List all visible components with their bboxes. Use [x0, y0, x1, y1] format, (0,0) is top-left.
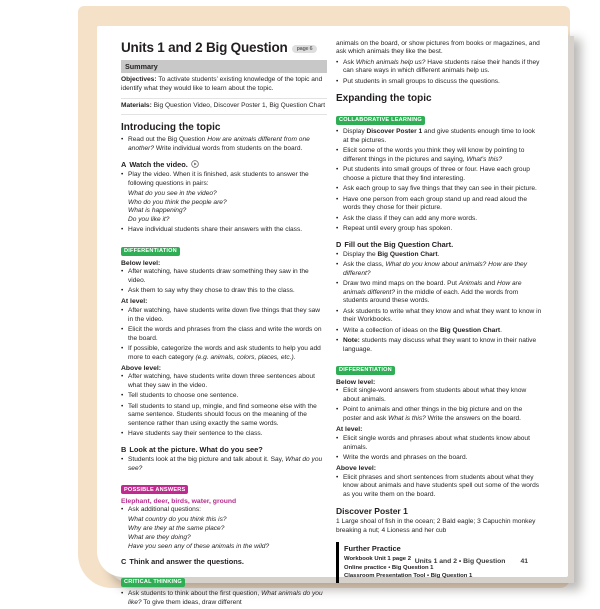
page-title-text: Units 1 and 2 Big Question	[121, 40, 288, 55]
bullet-item	[121, 403, 327, 429]
bullet-text	[343, 435, 542, 452]
question-line: Have you seen any of these animals in the wild?	[128, 542, 270, 550]
bullet-dot	[336, 251, 343, 260]
bullet-dot	[336, 474, 343, 500]
text-run: After watching, have students draw something they saw in the video.	[128, 268, 309, 284]
text-run: Display	[343, 128, 367, 136]
bullet-text	[343, 78, 542, 87]
activity-title: Watch the video.	[129, 159, 188, 169]
question-line: Why are they at the same place?	[128, 525, 225, 533]
bullet-dot	[121, 287, 128, 296]
bullet-item	[336, 387, 542, 404]
bullet-item	[336, 147, 542, 164]
bullet-item	[336, 327, 542, 336]
text-run: Ask the class if they can add any more words.	[343, 214, 478, 222]
bullet-text	[128, 307, 327, 324]
bullet-text	[128, 136, 327, 153]
bullet-item	[121, 136, 327, 153]
text-run: students may discuss what they want to know in their native language.	[343, 336, 537, 353]
bullet-dot	[121, 268, 128, 285]
text-run: Ask	[343, 58, 356, 66]
bullet-text	[343, 196, 542, 213]
bullet-text	[343, 251, 542, 260]
text-run: How are animals different?	[343, 279, 522, 296]
bullet-dot	[336, 406, 343, 423]
bullet-dot	[336, 196, 343, 213]
bullet-dot	[121, 456, 128, 473]
text-run: Discover Poster 1	[366, 128, 423, 136]
question-line: Do you like it?	[128, 216, 170, 223]
bullet-dot	[121, 506, 128, 515]
bullet-item	[336, 435, 542, 452]
text-run: and give students enough time to look at the pictures.	[343, 128, 536, 144]
question-line: What country do you think this is?	[128, 516, 227, 524]
bullet-text	[128, 326, 327, 343]
summary-header: Summary	[121, 60, 327, 73]
text-run: Have students say their sentence to the class.	[128, 430, 263, 438]
bullet-dot	[336, 308, 343, 325]
bullet-item	[336, 196, 542, 213]
activity-letter: A	[121, 159, 127, 169]
activity-title: Look at the picture. What do you see?	[129, 445, 263, 455]
bullet-dot	[336, 261, 343, 278]
bullet-text	[343, 261, 542, 278]
bullet-item	[121, 268, 327, 285]
bullet-item	[121, 307, 327, 324]
bullet-item	[336, 225, 542, 234]
bullet-dot	[121, 345, 128, 362]
bullet-dot	[121, 403, 128, 429]
objectives-text: To activate students’ existing knowledge of the topic and identify what they would like to learn about the topic.	[121, 76, 323, 92]
bullet-item	[121, 171, 327, 188]
text-run: 1 Large shoal of fish in the ocean; 2 Bald eagle; 3 Capuchin monkey breaking a nut; 4 Lioness and her cub	[336, 517, 536, 534]
objectives-label: Objectives:	[121, 76, 157, 83]
text-run: Tell students to stand up, mingle, and find someone else with the same sentence. Students should focus on the meaning of the sentence rather than using exactly the same words.	[128, 402, 317, 428]
bullet-text	[128, 171, 327, 188]
left-column-blocks	[121, 122, 327, 607]
question-line: Who do you think the people are?	[128, 198, 227, 206]
category-label-row	[121, 478, 327, 496]
question-line: What do you see in the video?	[128, 189, 217, 197]
category-label: COLLABORATIVE LEARNING	[336, 116, 425, 125]
text-run: If possible, categorize the words and ask students to help you add more to each category	[128, 344, 321, 361]
bullet-dot	[121, 392, 128, 401]
bullet-text	[343, 215, 542, 224]
category-label-row	[336, 108, 542, 126]
text-run: Repeat until every group has spoken.	[343, 224, 453, 232]
bullet-dot	[336, 128, 343, 145]
bullet-text	[343, 454, 542, 463]
level-heading: At level:	[121, 298, 148, 306]
activity-title: Fill out the Big Question Chart.	[344, 239, 454, 249]
activity-heading	[336, 240, 542, 249]
text-run: (e.g. animals, colors, places, etc.).	[195, 353, 296, 361]
bullet-dot	[121, 326, 128, 343]
text-run: Tell students to choose one sentence.	[128, 392, 239, 400]
activity-letter: D	[336, 239, 342, 249]
bullet-item	[336, 337, 542, 354]
bullet-item	[336, 166, 542, 183]
text-run: Students look at the big picture and talk about it. Say,	[128, 456, 286, 464]
text-run: Elicit phrases and short sentences from students about what they know about animals and have students spell out some of the words as you write them on the board.	[343, 473, 540, 499]
bullet-dot	[336, 387, 343, 404]
text-run: Point to animals and other things in the big picture and on the poster and ask	[343, 406, 523, 423]
level-heading: At level:	[336, 426, 363, 434]
text-run: Have one person from each group stand up and read aloud the words they chose for their picture.	[343, 195, 528, 212]
category-label-row	[336, 358, 542, 376]
bullet-dot	[121, 171, 128, 188]
bullet-text	[128, 226, 327, 235]
bullet-dot	[121, 226, 128, 235]
text-run: Elicit some of the words you think they will know by pointing to different things in the pictures and saying,	[343, 147, 525, 163]
bullet-dot	[336, 166, 343, 183]
level-heading: Above level:	[121, 364, 162, 372]
bullet-dot	[121, 307, 128, 324]
activity-heading	[121, 557, 327, 566]
further-practice-title: Further Practice	[344, 544, 401, 554]
activity-letter: C	[121, 557, 127, 567]
text-run: Ask students to write what they know and what they want to know in their Workbooks.	[343, 307, 542, 324]
paragraph	[336, 518, 542, 535]
book-page	[97, 26, 568, 606]
bullet-text	[343, 327, 542, 336]
left-column	[121, 38, 327, 609]
bullet-dot	[336, 280, 343, 306]
footer-title: Units 1 and 2 • Big Question	[414, 558, 506, 565]
bullet-text	[128, 287, 327, 296]
bullet-item	[121, 345, 327, 362]
materials-paragraph	[121, 99, 327, 116]
bullet-text	[343, 337, 542, 354]
materials-label: Materials:	[121, 101, 152, 109]
text-run: Display the	[343, 250, 378, 258]
further-practice-line: Classroom Presentation Tool • Big Question 1	[344, 573, 473, 580]
text-run: Draw two mind maps on the board. Put	[343, 279, 459, 287]
text-run: Have students raise their hands if they can share ways in which different animals help us.	[343, 58, 540, 75]
text-run: Big Question Chart	[440, 326, 501, 334]
page-content	[97, 26, 568, 609]
category-label: DIFFERENTIATION	[121, 247, 180, 256]
question-line: What are they doing?	[128, 533, 191, 541]
level-heading: Below level:	[121, 259, 161, 267]
right-column	[336, 38, 542, 609]
text-run: Have individual students share their answers with the class.	[128, 226, 303, 234]
bullet-dot	[121, 590, 128, 607]
text-run: What do you know about animals? How are they different?	[343, 260, 527, 277]
page-footer	[415, 558, 528, 565]
bullet-dot	[121, 430, 128, 439]
text-run: Elicit single words and phrases about what students know about animals.	[343, 434, 530, 451]
category-label: CRITICAL THINKING	[121, 578, 185, 587]
bullet-item	[336, 128, 542, 145]
text-run: Put students in small groups to discuss the questions.	[343, 77, 500, 85]
possible-answers-text: Elephant, deer, birds, water, ground	[121, 497, 237, 505]
bullet-item	[336, 474, 542, 500]
bullet-dot	[336, 327, 343, 336]
bullet-item	[336, 59, 542, 76]
bullet-item	[336, 280, 542, 306]
text-run: Ask them to say why they chose to draw this to the class.	[128, 287, 295, 295]
bullet-text	[128, 506, 327, 515]
bullet-item	[121, 392, 327, 401]
page-title	[121, 40, 327, 55]
bullet-text	[343, 280, 542, 306]
text-run: After watching, have students write down three sentences about what they saw in the video.	[128, 373, 315, 390]
bullet-dot	[121, 136, 128, 153]
section-heading: Introducing the topic	[121, 122, 221, 134]
objectives-paragraph	[121, 73, 327, 99]
bullet-text	[343, 308, 542, 325]
bullet-item	[121, 590, 327, 607]
bullet-text	[128, 456, 327, 473]
bullet-dot	[336, 215, 343, 224]
bullet-text	[343, 147, 542, 164]
category-label-row	[121, 239, 327, 257]
bullet-dot	[336, 78, 343, 87]
bullet-item	[336, 454, 542, 463]
text-run: How are animals different from one another?	[128, 136, 310, 153]
text-run: Play the video. When it is finished, ask students to answer the following questions in pairs:	[128, 170, 309, 187]
bullet-dot	[121, 373, 128, 390]
right-column-blocks	[336, 40, 542, 584]
text-run: To give them ideas, draw different	[141, 598, 242, 606]
poster-heading: Discover Poster 1	[336, 505, 408, 516]
text-run: What is this?	[388, 415, 426, 423]
bullet-text	[343, 59, 542, 76]
bullet-dot	[336, 147, 343, 164]
bullet-text	[128, 373, 327, 390]
bullet-item	[121, 373, 327, 390]
bullet-text	[343, 225, 542, 234]
text-run: What do you see?	[128, 456, 323, 472]
category-label-row	[121, 570, 327, 588]
question-line: What is happening?	[128, 207, 187, 215]
bullet-dot	[336, 337, 343, 354]
text-run: What animals do you like?	[128, 590, 323, 606]
bullet-text	[343, 474, 542, 500]
bullet-item	[336, 406, 542, 423]
page-reference-badge: page 6	[292, 45, 318, 53]
text-run: Write a collection of ideas on the	[343, 326, 441, 334]
bullet-dot	[336, 59, 343, 76]
text-run: After watching, have students write down five things that they saw in the video.	[128, 306, 321, 323]
paragraph	[336, 40, 542, 57]
further-practice-line: Online practice • Big Question 1	[344, 564, 434, 571]
text-run: in the middle of each. Add the words from students around these words.	[343, 288, 519, 305]
activity-heading	[121, 445, 327, 454]
text-run: Put students into small groups of three or four. Have each group choose a picture that they find interesting.	[343, 166, 530, 182]
bullet-text	[343, 185, 542, 194]
bullet-text	[128, 392, 327, 401]
footer-page-number: 41	[520, 558, 528, 565]
text-run: Elicit the words and phrases from the class and write the words on the board.	[128, 325, 322, 342]
further-practice-line: Workbook Unit 1 page 2	[344, 555, 411, 562]
bullet-item	[336, 215, 542, 224]
text-run: Ask students to think about the first question,	[128, 590, 262, 598]
text-run: Write the answers on the board.	[425, 415, 522, 423]
bullet-text	[343, 166, 542, 183]
category-label: DIFFERENTIATION	[336, 366, 395, 375]
text-run: .	[500, 326, 502, 334]
bullet-item	[121, 506, 327, 515]
bullet-item	[336, 261, 542, 278]
text-run: Ask additional questions:	[128, 506, 201, 514]
text-run: animals on the board, or show pictures from books or magazines, and ask which animals they like the best.	[336, 39, 540, 56]
bullet-dot	[336, 185, 343, 194]
bullet-item	[121, 456, 327, 473]
text-run: Write individual words from students on the board.	[154, 145, 303, 153]
text-run: Ask each group to say five things that they can see in their picture.	[343, 185, 537, 193]
video-icon	[191, 160, 199, 168]
bullet-text	[343, 387, 542, 404]
text-run: Elicit single-word answers from students about what they know about animals.	[343, 387, 527, 404]
text-run: Ask the class,	[343, 260, 386, 268]
bullet-text	[128, 403, 327, 429]
bullet-item	[121, 287, 327, 296]
text-run: Read out the Big Question	[128, 136, 208, 144]
section-heading: Expanding the topic	[336, 93, 432, 105]
text-run: What’s this?	[466, 156, 503, 163]
bullet-item	[121, 226, 327, 235]
bullet-item	[336, 185, 542, 194]
text-run: Which animals help us?	[355, 58, 426, 66]
text-run: and	[482, 279, 497, 287]
summary-box	[121, 60, 327, 115]
activity-letter: B	[121, 445, 127, 455]
bullet-text	[128, 430, 327, 439]
text-run: Animals	[458, 279, 483, 287]
level-heading: Above level:	[336, 465, 377, 473]
materials-text: Big Question Video, Discover Poster 1, Big Question Chart	[151, 101, 326, 109]
bullet-dot	[336, 454, 343, 463]
text-run: Write the words and phrases on the board.	[343, 453, 468, 461]
bullet-dot	[336, 225, 343, 234]
bullet-item	[336, 78, 542, 87]
text-run: .	[437, 250, 440, 258]
bullet-item	[121, 326, 327, 343]
bullet-text	[128, 590, 327, 607]
bullet-text	[343, 406, 542, 423]
bullet-text	[128, 268, 327, 285]
text-run: Big Question Chart	[377, 250, 438, 258]
bullet-item	[121, 430, 327, 439]
bullet-item	[336, 308, 542, 325]
bullet-item	[336, 251, 542, 260]
level-heading: Below level:	[336, 378, 376, 386]
bullet-text	[343, 128, 542, 145]
bullet-dot	[336, 435, 343, 452]
category-label: POSSIBLE ANSWERS	[121, 485, 188, 494]
activity-title: Think and answer the questions.	[129, 557, 244, 567]
bullet-text	[128, 345, 327, 362]
activity-heading	[121, 160, 327, 169]
text-run: Note:	[343, 336, 360, 344]
